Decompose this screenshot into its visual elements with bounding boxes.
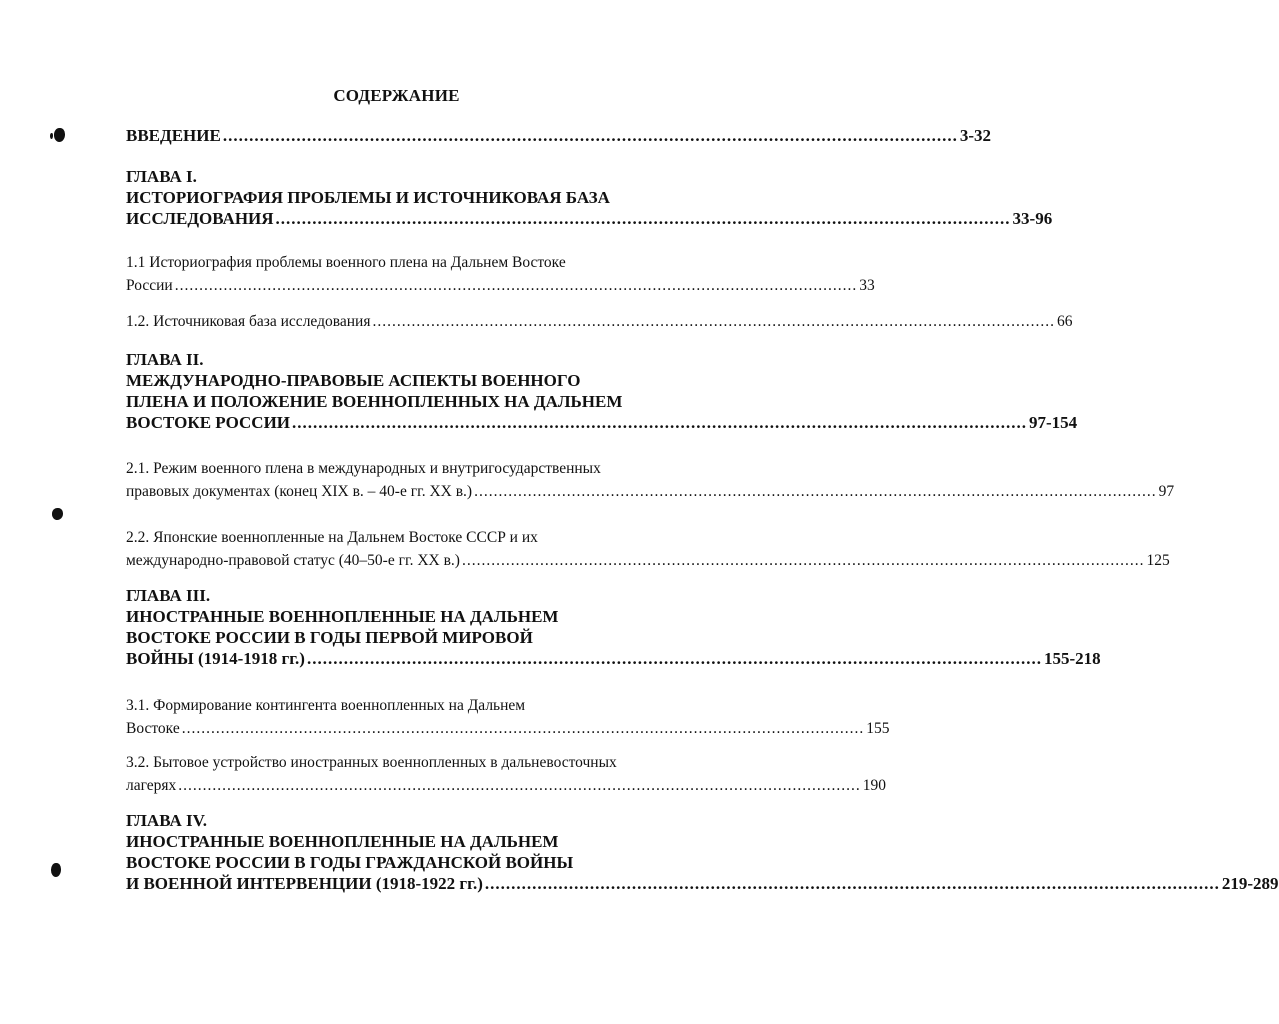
intro-pages: 3-32 (959, 126, 992, 145)
toc-entry-section-1-1 (126, 251, 875, 297)
leader-dots: ............................................................................................................................................ (178, 777, 861, 794)
chapter-title-line: ВОЙНЫ (1914-1918 гг.) (126, 649, 305, 668)
toc-entry-chapter-3 (126, 585, 1101, 669)
toc-entry-intro (126, 125, 992, 146)
chapter-pages: 155-218 (1043, 649, 1101, 668)
chapter-title-line: ИСТОРИОГРАФИЯ ПРОБЛЕМЫ И ИСТОЧНИКОВАЯ БАЗА (126, 188, 610, 207)
leader-dots: ............................................................................................................................................ (222, 126, 958, 145)
chapter-pages: 97-154 (1029, 413, 1078, 432)
leader-dots: ............................................................................................................................................ (181, 720, 865, 737)
chapter-title-line: ИССЛЕДОВАНИЯ (126, 209, 274, 228)
chapter-title-line: ВОСТОКЕ РОССИИ В ГОДЫ ГРАЖДАНСКОЙ ВОЙНЫ (126, 853, 574, 872)
scan-mark (54, 128, 65, 142)
section-page: 66 (1056, 313, 1073, 330)
scan-mark (50, 133, 53, 139)
section-page: 190 (862, 777, 887, 794)
chapter-number: ГЛАВА III. (126, 586, 211, 605)
scan-mark (52, 508, 63, 520)
leader-dots: ............................................................................................................................................ (461, 552, 1145, 569)
section-title-line: международно-правовой статус (40–50-е гг. XX в.) (126, 552, 460, 569)
chapter-title-line: ВОСТОКЕ РОССИИ В ГОДЫ ПЕРВОЙ МИРОВОЙ (126, 628, 533, 647)
leader-dots: ............................................................................................................................................ (306, 649, 1042, 668)
chapter-number: ГЛАВА IV. (126, 811, 207, 830)
toc-entry-chapter-4 (126, 810, 1279, 894)
leader-dots: ............................................................................................................................................ (372, 313, 1055, 330)
chapter-number: ГЛАВА II. (126, 350, 204, 369)
section-title-line: 2.2. Японские военнопленные на Дальнем Востоке СССР и их (126, 529, 538, 546)
leader-dots: ............................................................................................................................................ (474, 483, 1157, 500)
section-title-line: правовых документах (конец XIX в. – 40-е гг. XX в.) (126, 483, 473, 500)
section-title-line: 1.1 Историография проблемы военного плена на Дальнем Востоке (126, 254, 566, 271)
toc-entry-chapter-1 (126, 166, 1053, 229)
toc-entry-section-2-2 (126, 526, 1170, 572)
section-title-line: Востоке (126, 720, 180, 737)
chapter-title-line: ИНОСТРАННЫЕ ВОЕННОПЛЕННЫЕ НА ДАЛЬНЕМ (126, 832, 559, 851)
leader-dots: ............................................................................................................................................ (292, 413, 1028, 432)
chapter-title-line: МЕЖДУНАРОДНО-ПРАВОВЫЕ АСПЕКТЫ ВОЕННОГО (126, 371, 581, 390)
intro-label: ВВЕДЕНИЕ (126, 126, 221, 145)
leader-dots: ............................................................................................................................................ (174, 277, 858, 294)
section-page: 125 (1146, 552, 1170, 569)
section-title-line: 3.1. Формирование контингента военнопленных на Дальнем (126, 697, 526, 714)
section-page: 97 (1158, 483, 1175, 500)
section-page: 155 (866, 720, 890, 737)
section-title-line: России (126, 277, 173, 294)
leader-dots: ............................................................................................................................................ (275, 209, 1011, 228)
section-title-line: 3.2. Бытовое устройство иностранных военнопленных в дальневосточных (126, 754, 617, 771)
scan-mark (51, 863, 61, 877)
section-title-line: 1.2. Источниковая база исследования (126, 313, 371, 330)
chapter-number: ГЛАВА I. (126, 167, 197, 186)
chapter-title-line: ПЛЕНА И ПОЛОЖЕНИЕ ВОЕННОПЛЕННЫХ НА ДАЛЬНЕМ (126, 392, 623, 411)
toc-entry-section-3-1 (126, 694, 890, 740)
chapter-title-line: И ВОЕННОЙ ИНТЕРВЕНЦИИ (1918-1922 гг.) (126, 874, 483, 893)
toc-entry-chapter-2 (126, 349, 1078, 433)
section-title-line: лагерях (126, 777, 177, 794)
chapter-pages: 33-96 (1012, 209, 1053, 228)
toc-entry-section-2-1 (126, 457, 1175, 503)
section-title-line: 2.1. Режим военного плена в международных и внутригосударственных (126, 460, 601, 477)
chapter-title-line: ВОСТОКЕ РОССИИ (126, 413, 291, 432)
leader-dots: ............................................................................................................................................ (484, 874, 1220, 893)
toc-entry-section-1-2 (126, 310, 1073, 333)
chapter-pages: 219-289 (1221, 874, 1279, 893)
toc-entry-section-3-2 (126, 751, 887, 797)
chapter-title-line: ИНОСТРАННЫЕ ВОЕННОПЛЕННЫЕ НА ДАЛЬНЕМ (126, 607, 559, 626)
page-title: СОДЕРЖАНИЕ (333, 86, 460, 105)
section-page: 33 (859, 277, 875, 294)
